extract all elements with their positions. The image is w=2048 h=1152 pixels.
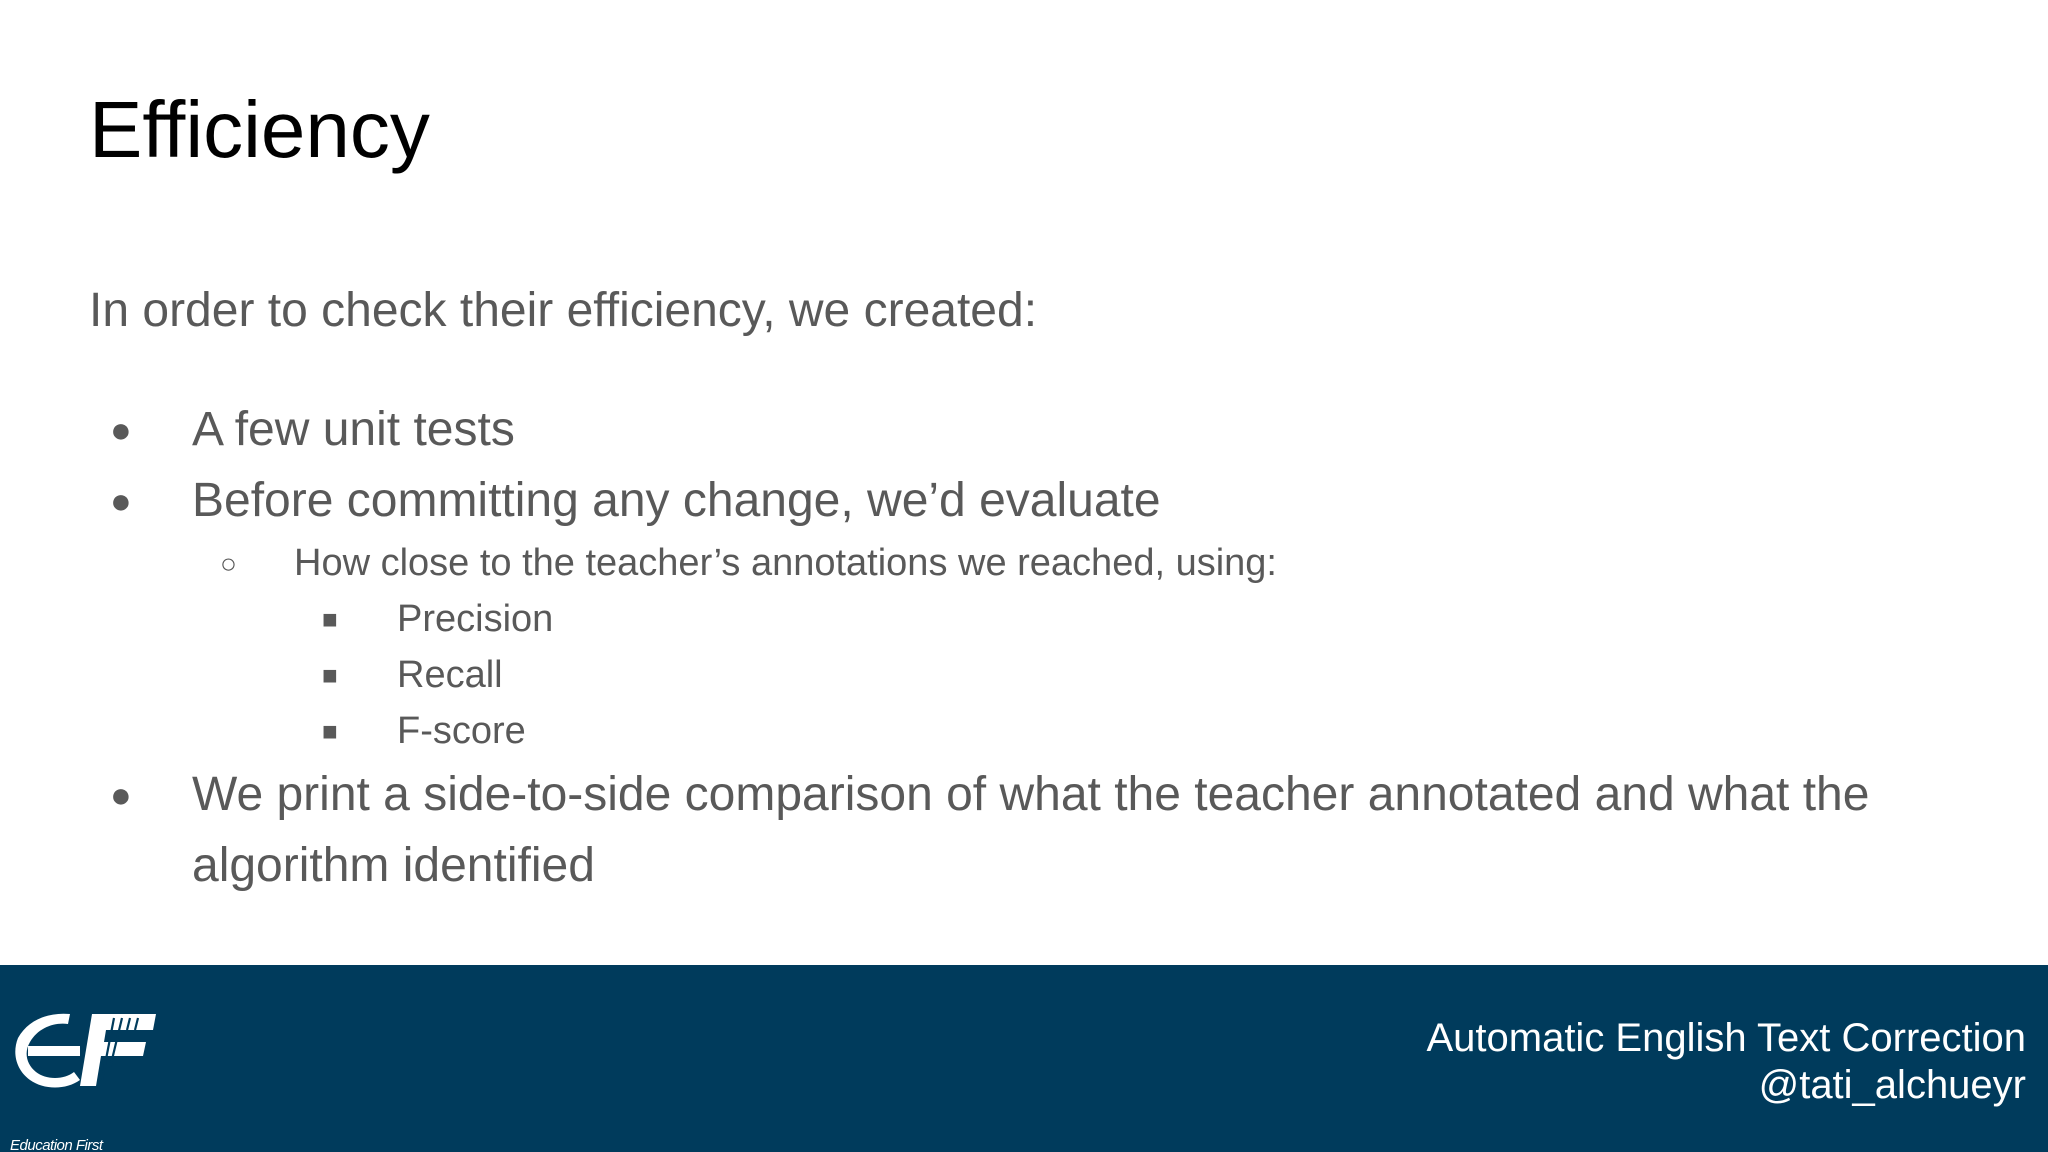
bullet-list [0,394,2048,901]
footer-bar [0,965,2048,1152]
footer-text [1426,1015,2026,1109]
metric-item-text: Recall [397,654,503,696]
logo-caption: Education First [10,1137,103,1152]
metric-item-precision [0,591,2048,647]
metric-item-recall [0,647,2048,703]
author-handle: @tati_alchueyr [1758,1063,2026,1107]
list-item [0,465,1932,536]
metric-item-text: F-score [397,710,526,752]
list-item-text: Before committing any change, we’d evaluate [192,474,1161,527]
list-item [0,759,1932,901]
sub-list-item-text: How close to the teacher’s annotations we reached, using: [294,542,1277,584]
intro-text: In order to check their efficiency, we created: [89,284,1038,337]
sub-list-item [0,536,2048,591]
square-bullet-marker: ■ [322,604,338,634]
metric-item-fscore [0,703,2048,759]
list-item-text: We print a side-to-side comparison of what the teacher annotated and what the algorithm identified [192,768,1870,892]
sub-bullet-marker: ○ [220,548,237,579]
list-item-text: A few unit tests [192,403,515,456]
slide-title: Efficiency [89,85,430,174]
metric-item-text: Precision [397,598,554,640]
bullet-marker: ● [110,480,132,521]
bullet-marker: ● [110,409,132,450]
ef-logo-icon [10,1008,160,1152]
bullet-marker: ● [110,774,132,815]
square-bullet-marker: ■ [322,716,338,746]
presentation-title: Automatic English Text Correction [1426,1016,2026,1060]
square-bullet-marker: ■ [322,660,338,690]
list-item [0,394,1932,465]
